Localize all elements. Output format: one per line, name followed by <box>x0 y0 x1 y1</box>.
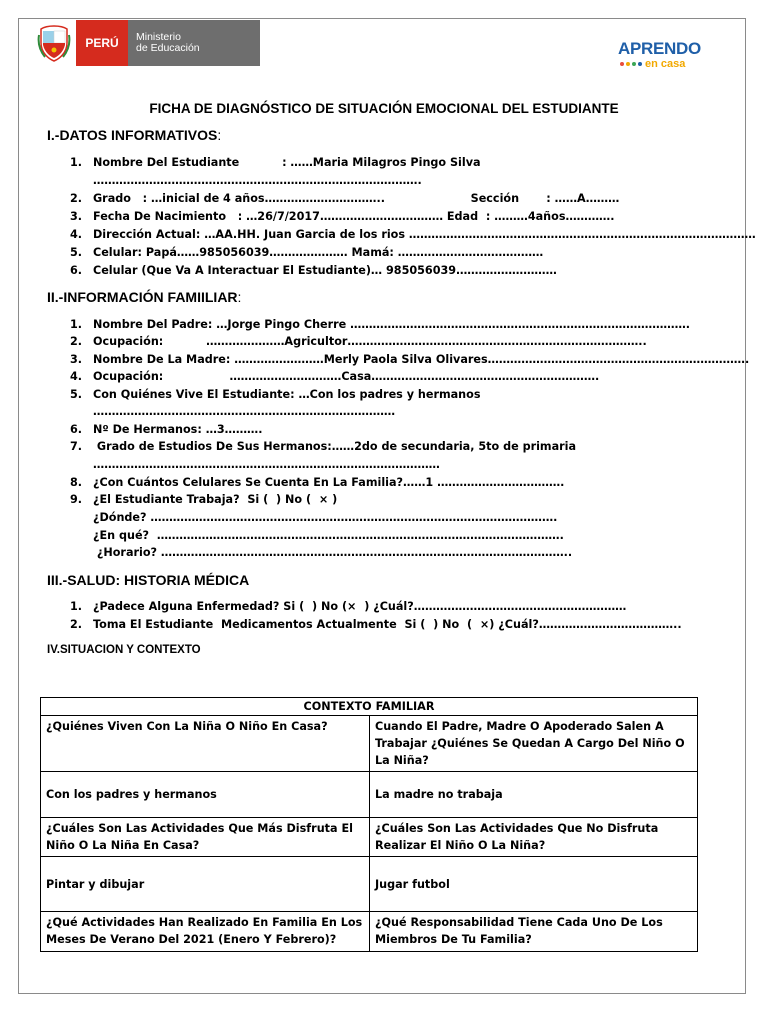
table-cell: Jugar futbol <box>370 857 698 912</box>
ministerio-line1: Ministerio <box>136 31 181 43</box>
list-item-text: Celular: Papá……985056039………………… Mamá: ………………………………… <box>93 246 544 259</box>
list-item-number: 1. <box>70 156 83 169</box>
list-item-text: Ocupación: …………………Agricultor…………………………………………………………………….. <box>93 335 647 348</box>
list-item-text: ¿El Estudiante Trabaja? Si ( ) No ( × ) <box>93 493 338 506</box>
table-row <box>41 857 698 912</box>
table-row <box>41 716 698 772</box>
list-item-number: 2. <box>70 618 83 631</box>
list-item-text: ……………………………………………………………………………. <box>93 174 422 187</box>
list-item-text: ………………………………………………………………………………… <box>93 458 440 471</box>
list-item-text: Fecha De Nacimiento : …26/7/2017…………………………… Edad : ………4años…………. <box>93 210 615 223</box>
list-item-text: Dirección Actual: …AA.HH. Juan Garcia de los rios ………………………………………………………………………………… <box>93 228 756 241</box>
list-item-text: ¿Con Cuántos Celulares Se Cuenta En La Familia?……1 ……………………………. <box>93 476 565 489</box>
list-item-number: 4. <box>70 228 83 241</box>
section4-heading: IV.SITUACION Y CONTEXTO <box>47 644 201 656</box>
peru-label: PERÚ <box>76 20 128 66</box>
list-item-text: ¿Dónde? ………………………………………………………………………………………………. <box>93 511 558 524</box>
section3-heading: III.-SALUD: HISTORIA MÉDICA <box>47 572 250 588</box>
aprendo-bottom <box>620 58 716 70</box>
coat-of-arms-icon <box>32 20 76 66</box>
list-item-number: 6. <box>70 264 83 277</box>
aprendo-en-casa-logo <box>618 40 716 80</box>
list-item-number: 4. <box>70 370 83 383</box>
table-header-row <box>41 698 698 716</box>
list-item-number: 2. <box>70 335 83 348</box>
document-title: FICHA DE DIAGNÓSTICO DE SITUACIÓN EMOCIONAL DEL ESTUDIANTE <box>149 101 619 116</box>
list-item-number: 5. <box>70 246 83 259</box>
list-item-text: ¿Padece Alguna Enfermedad? Si ( ) No (× ) ¿Cuál?………………………………………………… <box>93 600 627 613</box>
ministerio-logo <box>32 20 260 66</box>
list-item-number: 1. <box>70 600 83 613</box>
table-row <box>41 818 698 857</box>
table-cell: Pintar y dibujar <box>41 857 370 912</box>
section2-colon: : <box>237 289 242 305</box>
section1-heading-text: I.-DATOS INFORMATIVOS <box>47 127 218 143</box>
section2-heading <box>47 289 241 305</box>
colored-dots-icon <box>620 62 642 66</box>
list-item-text: ¿En qué? ………………………………………………………………………………………………. <box>93 529 564 542</box>
section1-colon: : <box>217 127 222 143</box>
list-item-text: Celular (Que Va A Interactuar El Estudiante)… 985056039……………………… <box>93 264 557 277</box>
list-item-text: Toma El Estudiante Medicamentos Actualmente Si ( ) No ( ×) ¿Cuál?……………………………….. <box>93 618 682 631</box>
section2-heading-text: II.-INFORMACIÓN FAMIILIAR <box>47 289 238 305</box>
table-cell: ¿Quiénes Viven Con La Niña O Niño En Casa? <box>41 716 370 772</box>
list-item-number: 8. <box>70 476 83 489</box>
contexto-familiar-table <box>40 697 698 952</box>
table-row <box>41 772 698 818</box>
table-row <box>41 912 698 952</box>
list-item-text: Grado : …inicial de 4 años………………………….. Sección : ……A……… <box>93 192 620 205</box>
list-item-text: ¿Horario? ……………………………………………………………………………………………….. <box>93 546 573 559</box>
en-casa-text: en casa <box>645 58 686 70</box>
list-item-text: ……………………………………………………………………… <box>93 405 396 418</box>
list-item-text: Nombre De La Madre: ……………………Merly Paola Silva Olivares……………………………………………………………. <box>93 353 750 366</box>
list-item-number: 2. <box>70 192 83 205</box>
list-item-number: 7. <box>70 440 83 453</box>
table-cell: Cuando El Padre, Madre O Apoderado Salen A Trabajar ¿Quiénes Se Quedan A Cargo Del Niño O La Niña? <box>370 716 698 772</box>
table-cell: Con los padres y hermanos <box>41 772 370 818</box>
aprendo-text: APRENDO <box>618 39 701 58</box>
table-cell: ¿Cuáles Son Las Actividades Que Más Disfruta El Niño O La Niña En Casa? <box>41 818 370 857</box>
table-cell: ¿Qué Actividades Han Realizado En Familia En Los Meses De Verano Del 2021 (Enero Y Febrero)? <box>41 912 370 952</box>
table-cell: La madre no trabaja <box>370 772 698 818</box>
ministerio-label <box>128 20 260 66</box>
table-cell: ¿Cuáles Son Las Actividades Que No Disfruta Realizar El Niño O La Niña? <box>370 818 698 857</box>
list-item-number: 1. <box>70 318 83 331</box>
list-item-text: Nombre Del Padre: …Jorge Pingo Cherre ………………………………………………………………………………. <box>93 318 691 331</box>
ministerio-line2: de Educación <box>136 42 200 54</box>
list-item-text: Ocupación: …………………………Casa……………………………………………………. <box>93 370 600 383</box>
list-item-number: 9. <box>70 493 83 506</box>
list-item-text: Grado de Estudios De Sus Hermanos:……2do de secundaria, 5to de primaria <box>93 440 577 453</box>
table-header: CONTEXTO FAMILIAR <box>41 698 698 716</box>
list-item-number: 3. <box>70 353 83 366</box>
list-item-text: Con Quiénes Vive El Estudiante: …Con los padres y hermanos <box>93 388 481 401</box>
section1-heading <box>47 127 221 143</box>
list-item-number: 3. <box>70 210 83 223</box>
list-item-number: 5. <box>70 388 83 401</box>
list-item-text: Nombre Del Estudiante : ……Maria Milagros Pingo Silva <box>93 156 481 169</box>
list-item-number: 6. <box>70 423 83 436</box>
table-cell: ¿Qué Responsabilidad Tiene Cada Uno De Los Miembros De Tu Familia? <box>370 912 698 952</box>
list-item-text: Nº De Hermanos: …3………. <box>93 423 263 436</box>
